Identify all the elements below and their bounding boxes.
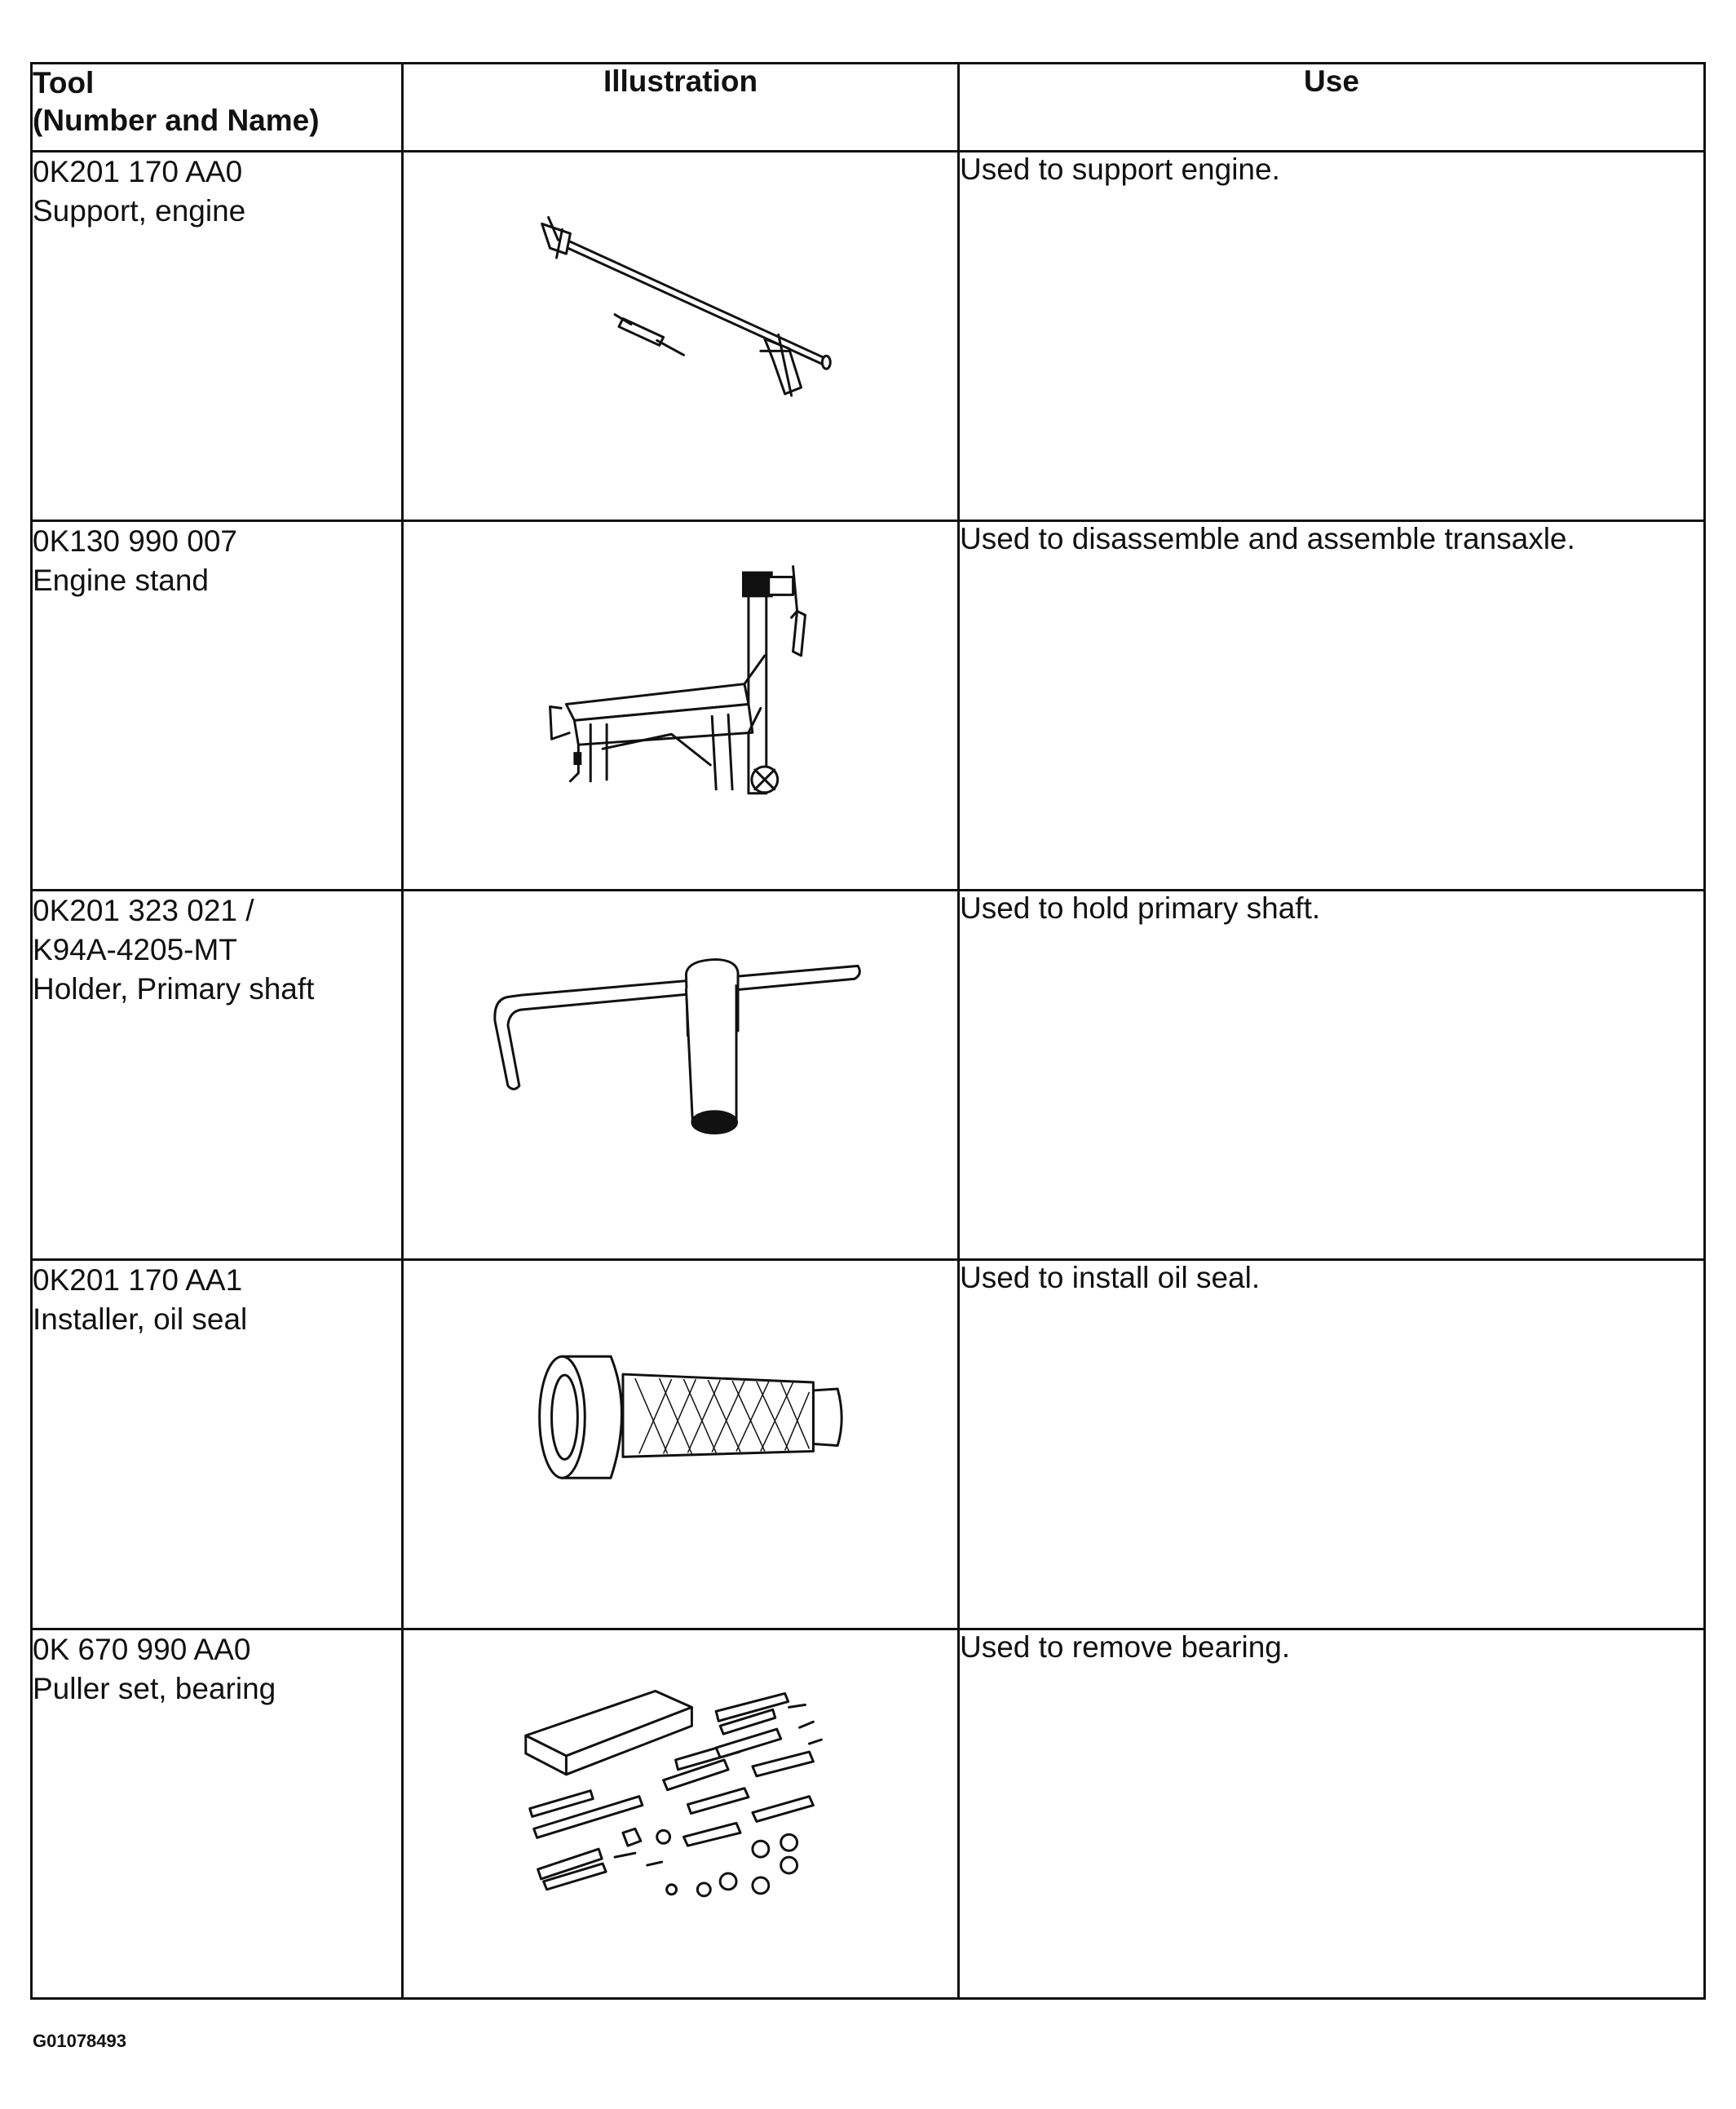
tool-cell [32,891,403,1260]
table-row [32,1629,1705,1999]
illustration-cell [403,891,959,1260]
header-tool-line1: Tool [33,66,95,99]
primary-shaft-holder-illustration [404,891,957,1258]
tool-number: 0K201 323 021 / [33,894,254,927]
table-row [32,891,1705,1260]
tool-number: 0K201 170 AA1 [33,1263,243,1297]
illustration-cell [403,1260,959,1629]
use-cell: Used to disassemble and assemble transaxle. [959,521,1705,891]
tool-name: Engine stand [33,564,210,597]
table-row [32,1260,1705,1629]
tool-name: Support, engine [33,194,246,228]
illustration-cell [403,521,959,891]
header-tool [32,64,403,152]
use-cell: Used to support engine. [959,152,1705,521]
tool-number: 0K 670 990 AA0 [33,1633,251,1666]
tool-number: 0K130 990 007 [33,524,238,558]
tool-cell [32,152,403,521]
tool-name: Holder, Primary shaft [33,972,315,1006]
header-illustration: Illustration [403,64,959,152]
use-cell: Used to hold primary shaft. [959,891,1705,1260]
header-use: Use [959,64,1705,152]
tool-cell [32,521,403,891]
tool-cell [32,1629,403,1999]
tool-name: Installer, oil seal [33,1302,248,1336]
oil-seal-installer-illustration [404,1261,957,1628]
illustration-cell [403,152,959,521]
use-cell: Used to install oil seal. [959,1260,1705,1629]
special-tools-table [30,62,1706,2000]
engine-support-bar-illustration [404,153,957,520]
bearing-puller-set-illustration [404,1630,957,1997]
figure-reference: G01078493 [33,2031,126,2051]
table-row [32,521,1705,891]
table-row [32,152,1705,521]
tool-number: 0K201 170 AA0 [33,155,243,188]
illustration-cell [403,1629,959,1999]
header-row [32,64,1705,152]
tool-alt-number: K94A-4205-MT [33,933,237,966]
tool-name: Puller set, bearing [33,1672,276,1705]
engine-stand-illustration [404,522,957,889]
header-tool-line2: (Number and Name) [33,104,320,137]
use-cell: Used to remove bearing. [959,1629,1705,1999]
tool-cell [32,1260,403,1629]
